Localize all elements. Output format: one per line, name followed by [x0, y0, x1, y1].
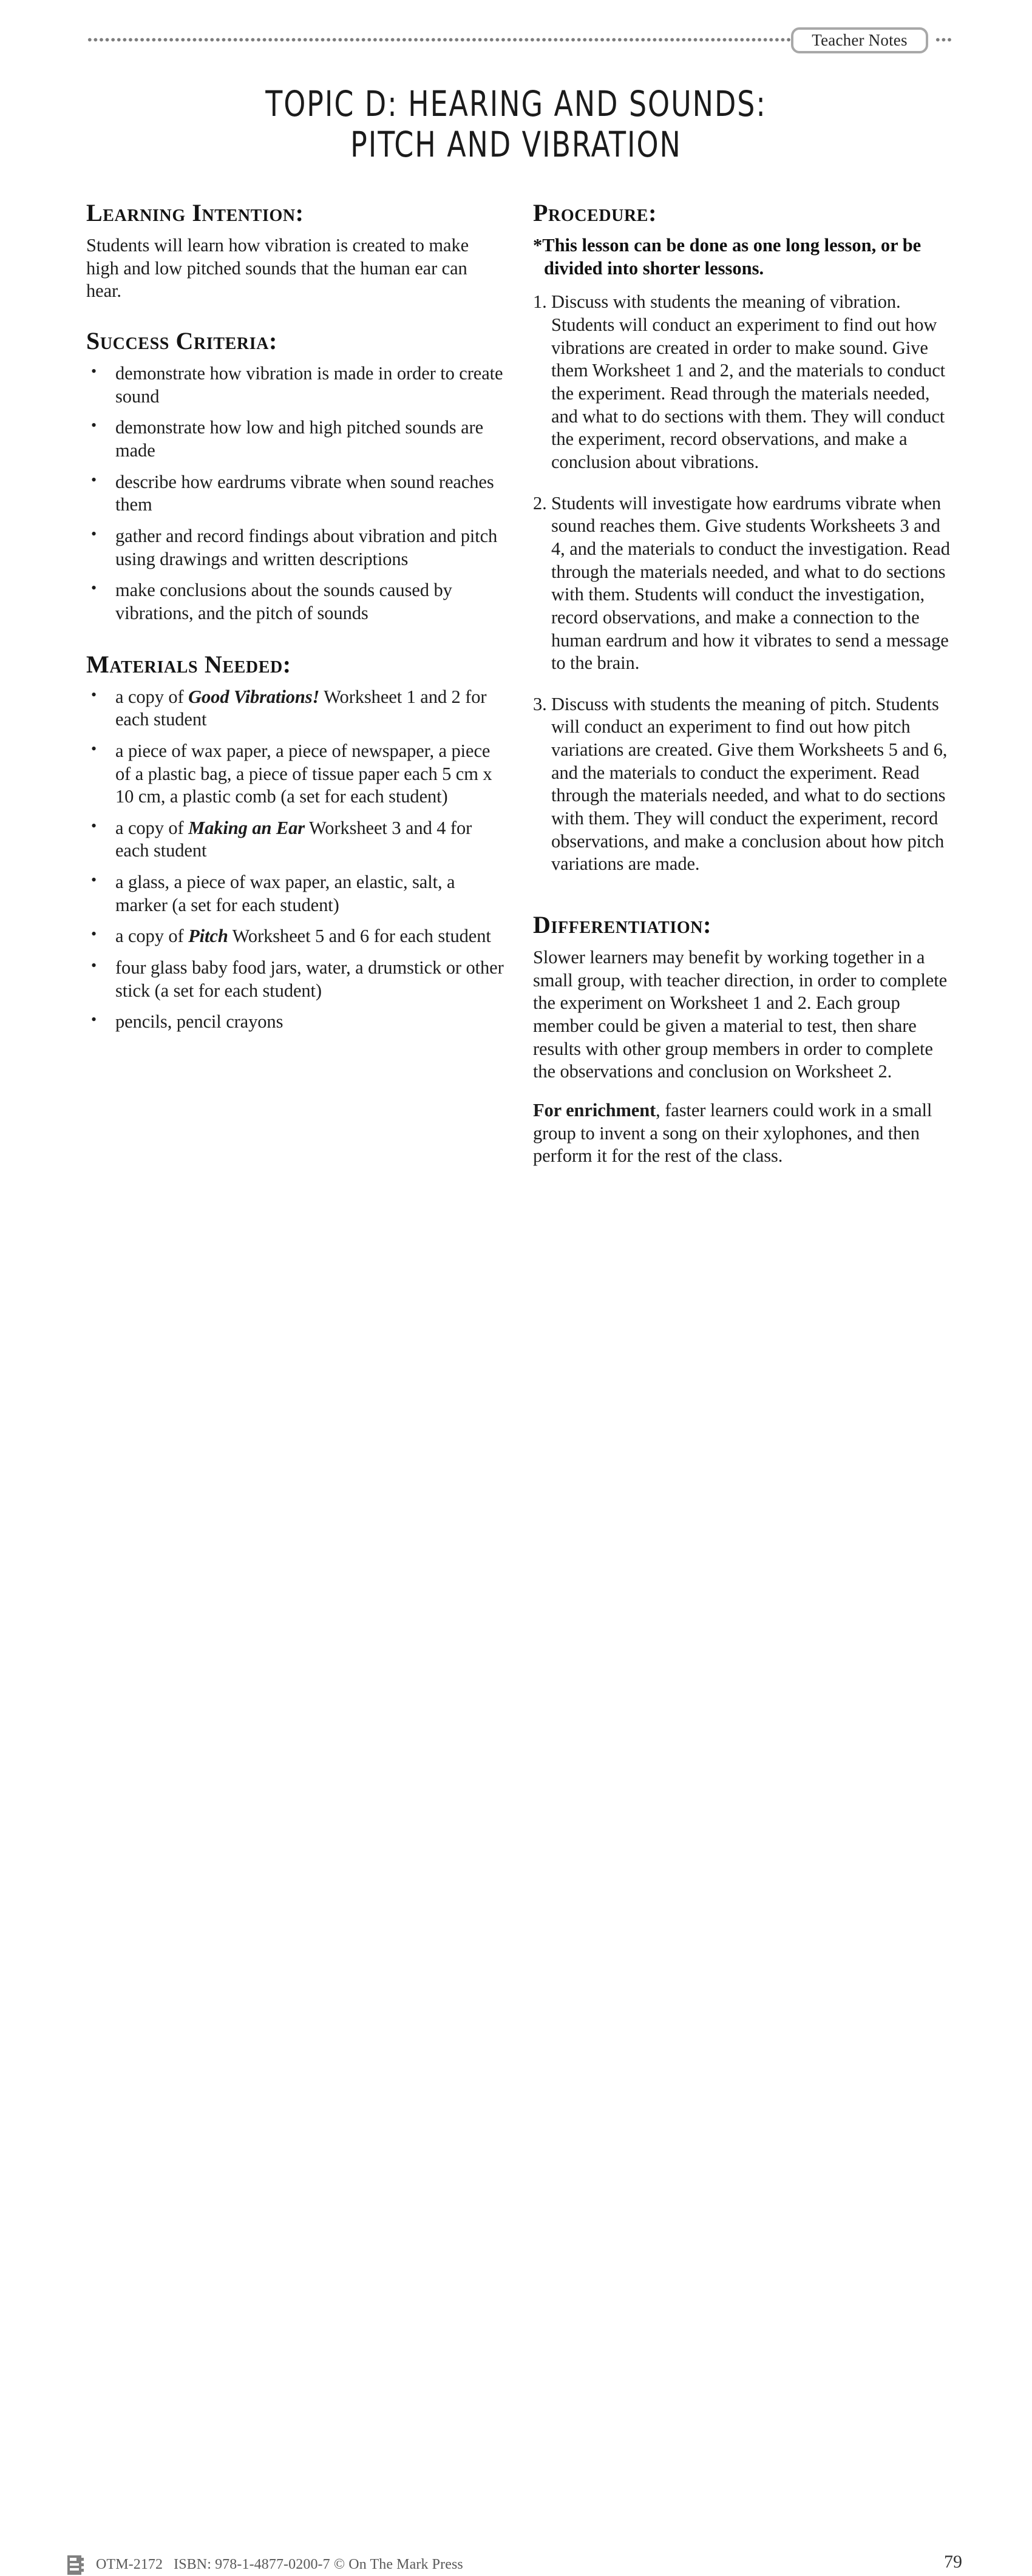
procedure-steps-list — [533, 291, 952, 876]
material-emphasis: Good Vibrations! — [188, 686, 320, 707]
list-item — [86, 740, 505, 808]
list-item: • describe how eardrums vibrate when sound reaches them — [86, 471, 505, 517]
learning-intention-text: Students will learn how vibration is created to make high and low pitched sounds that the human ear can hear. — [86, 235, 469, 302]
list-item: Students will investigate how eardrums vibrate when sound reaches them. Give students Worksheets 3 and 4, and the materials to conduct the investigation. Read through the materials needed, and what to do sections with them. Students will conduct the investigation, record observations, and make a connection to the human eardrum and how it vibrates to send a message to the brain. — [551, 492, 950, 674]
procedure-note: *This lesson can be done as one long lesson, or be divided into shorter lessons. — [533, 235, 922, 279]
footer-text — [96, 2557, 463, 2573]
materials-needed-heading: Materials Needed: — [86, 650, 291, 678]
list-item — [86, 925, 505, 948]
header-dotted-rule-right — [935, 38, 953, 42]
material-text-after: Worksheet 5 and 6 for each student — [228, 926, 491, 947]
spacer — [533, 280, 952, 291]
success-criteria-list — [86, 362, 505, 625]
procedure-heading: Procedure: — [533, 199, 657, 226]
header-dotted-rule-left — [87, 38, 792, 42]
teacher-notes-label: Teacher Notes — [812, 31, 908, 49]
material-emphasis: Making an Ear — [188, 817, 305, 838]
differentiation-heading: Differentiation: — [533, 911, 711, 939]
right-column — [533, 200, 952, 1168]
material-text-before: a piece of wax paper, a piece of newspaper, a piece of a plastic bag, a piece of tissue paper each 5 cm x 10 cm, a plastic comb (a set for each student) — [115, 740, 492, 807]
product-code: OTM-2172 — [96, 2557, 163, 2572]
spacer — [86, 303, 505, 328]
material-text-before: four glass baby food jars, water, a drumstick or other stick (a set for each student) — [115, 957, 504, 1001]
list-item — [86, 957, 505, 1002]
differentiation-paragraph-1: Slower learners may benefit by working together in a small group, with teacher direction, in order to complete the experiment on Worksheet 1 and 2. Each group member could be given a material to test, then share results with other group members in order to complete the observations and conclusion on Worksheet 2. — [533, 947, 948, 1082]
material-text-before: a copy of — [115, 686, 189, 707]
learning-intention-heading: Learning Intention: — [86, 199, 304, 226]
list-item — [86, 1011, 505, 1034]
spacer — [533, 894, 952, 912]
book-icon — [66, 2554, 86, 2576]
differentiation-paragraph-2 — [533, 1099, 952, 1168]
materials-needed-list — [86, 686, 505, 1034]
list-item — [86, 871, 505, 917]
enrichment-rest: , faster learners could work in a small group to invent a song on their xylophones, and then perform it for the rest of the class. — [533, 1100, 932, 1167]
enrichment-lead: For enrichment — [533, 1100, 656, 1120]
material-text-before: a copy of — [115, 817, 189, 838]
material-text-after: Worksheet 1 and 2 for each student — [115, 686, 487, 730]
list-item: • make conclusions about the sounds caused by vibrations, and the pitch of sounds — [86, 579, 505, 625]
success-criteria-heading: Success Criteria: — [86, 327, 277, 354]
page-number: 79 — [944, 2552, 962, 2572]
page-title — [62, 84, 970, 164]
material-emphasis: Pitch — [188, 926, 228, 947]
list-item — [86, 817, 505, 863]
material-text-before: pencils, pencil crayons — [115, 1011, 283, 1032]
spacer — [86, 634, 505, 652]
left-column — [86, 200, 505, 1042]
material-text-before: a glass, a piece of wax paper, an elastic, salt, a marker (a set for each student) — [115, 872, 455, 915]
page-header — [0, 0, 1032, 73]
list-item: • demonstrate how vibration is made in order to create sound — [86, 362, 505, 408]
isbn-text: ISBN: 978-1-4877-0200-7 © On The Mark Press — [174, 2557, 463, 2572]
material-text-after: Worksheet 3 and 4 for each student — [115, 817, 472, 861]
list-item: • gather and record findings about vibration and pitch using drawings and written descriptions — [86, 525, 505, 571]
list-item: Discuss with students the meaning of pitch. Students will conduct an experiment to find out how pitch variations are created. Give them Worksheets 5 and 6, and the materials to conduct the experiment. Read through the materials needed, and what to do sections with them. They will conduct the experiment, record observations, and make a conclusion about how pitch variations are made. — [551, 693, 948, 875]
list-item: • demonstrate how low and high pitched sounds are made — [86, 416, 505, 462]
teacher-notes-tab — [791, 27, 928, 53]
material-text-before: a copy of — [115, 926, 189, 947]
page-footer — [0, 1269, 1032, 2572]
list-item: Discuss with students the meaning of vibration. Students will conduct an experiment to find out how vibrations are created in order to make sound. Give them Worksheet 1 and 2, and the materials to conduct the experiment. Read through the materials needed, and what to do sections with them. They will conduct the experiment, record observations, and make a conclusion about vibrations. — [551, 291, 946, 472]
page-title-line-1: TOPIC D: HEARING AND SOUNDS: — [265, 83, 767, 124]
list-item — [86, 686, 505, 731]
page-title-line-2: PITCH AND VIBRATION — [350, 123, 682, 165]
